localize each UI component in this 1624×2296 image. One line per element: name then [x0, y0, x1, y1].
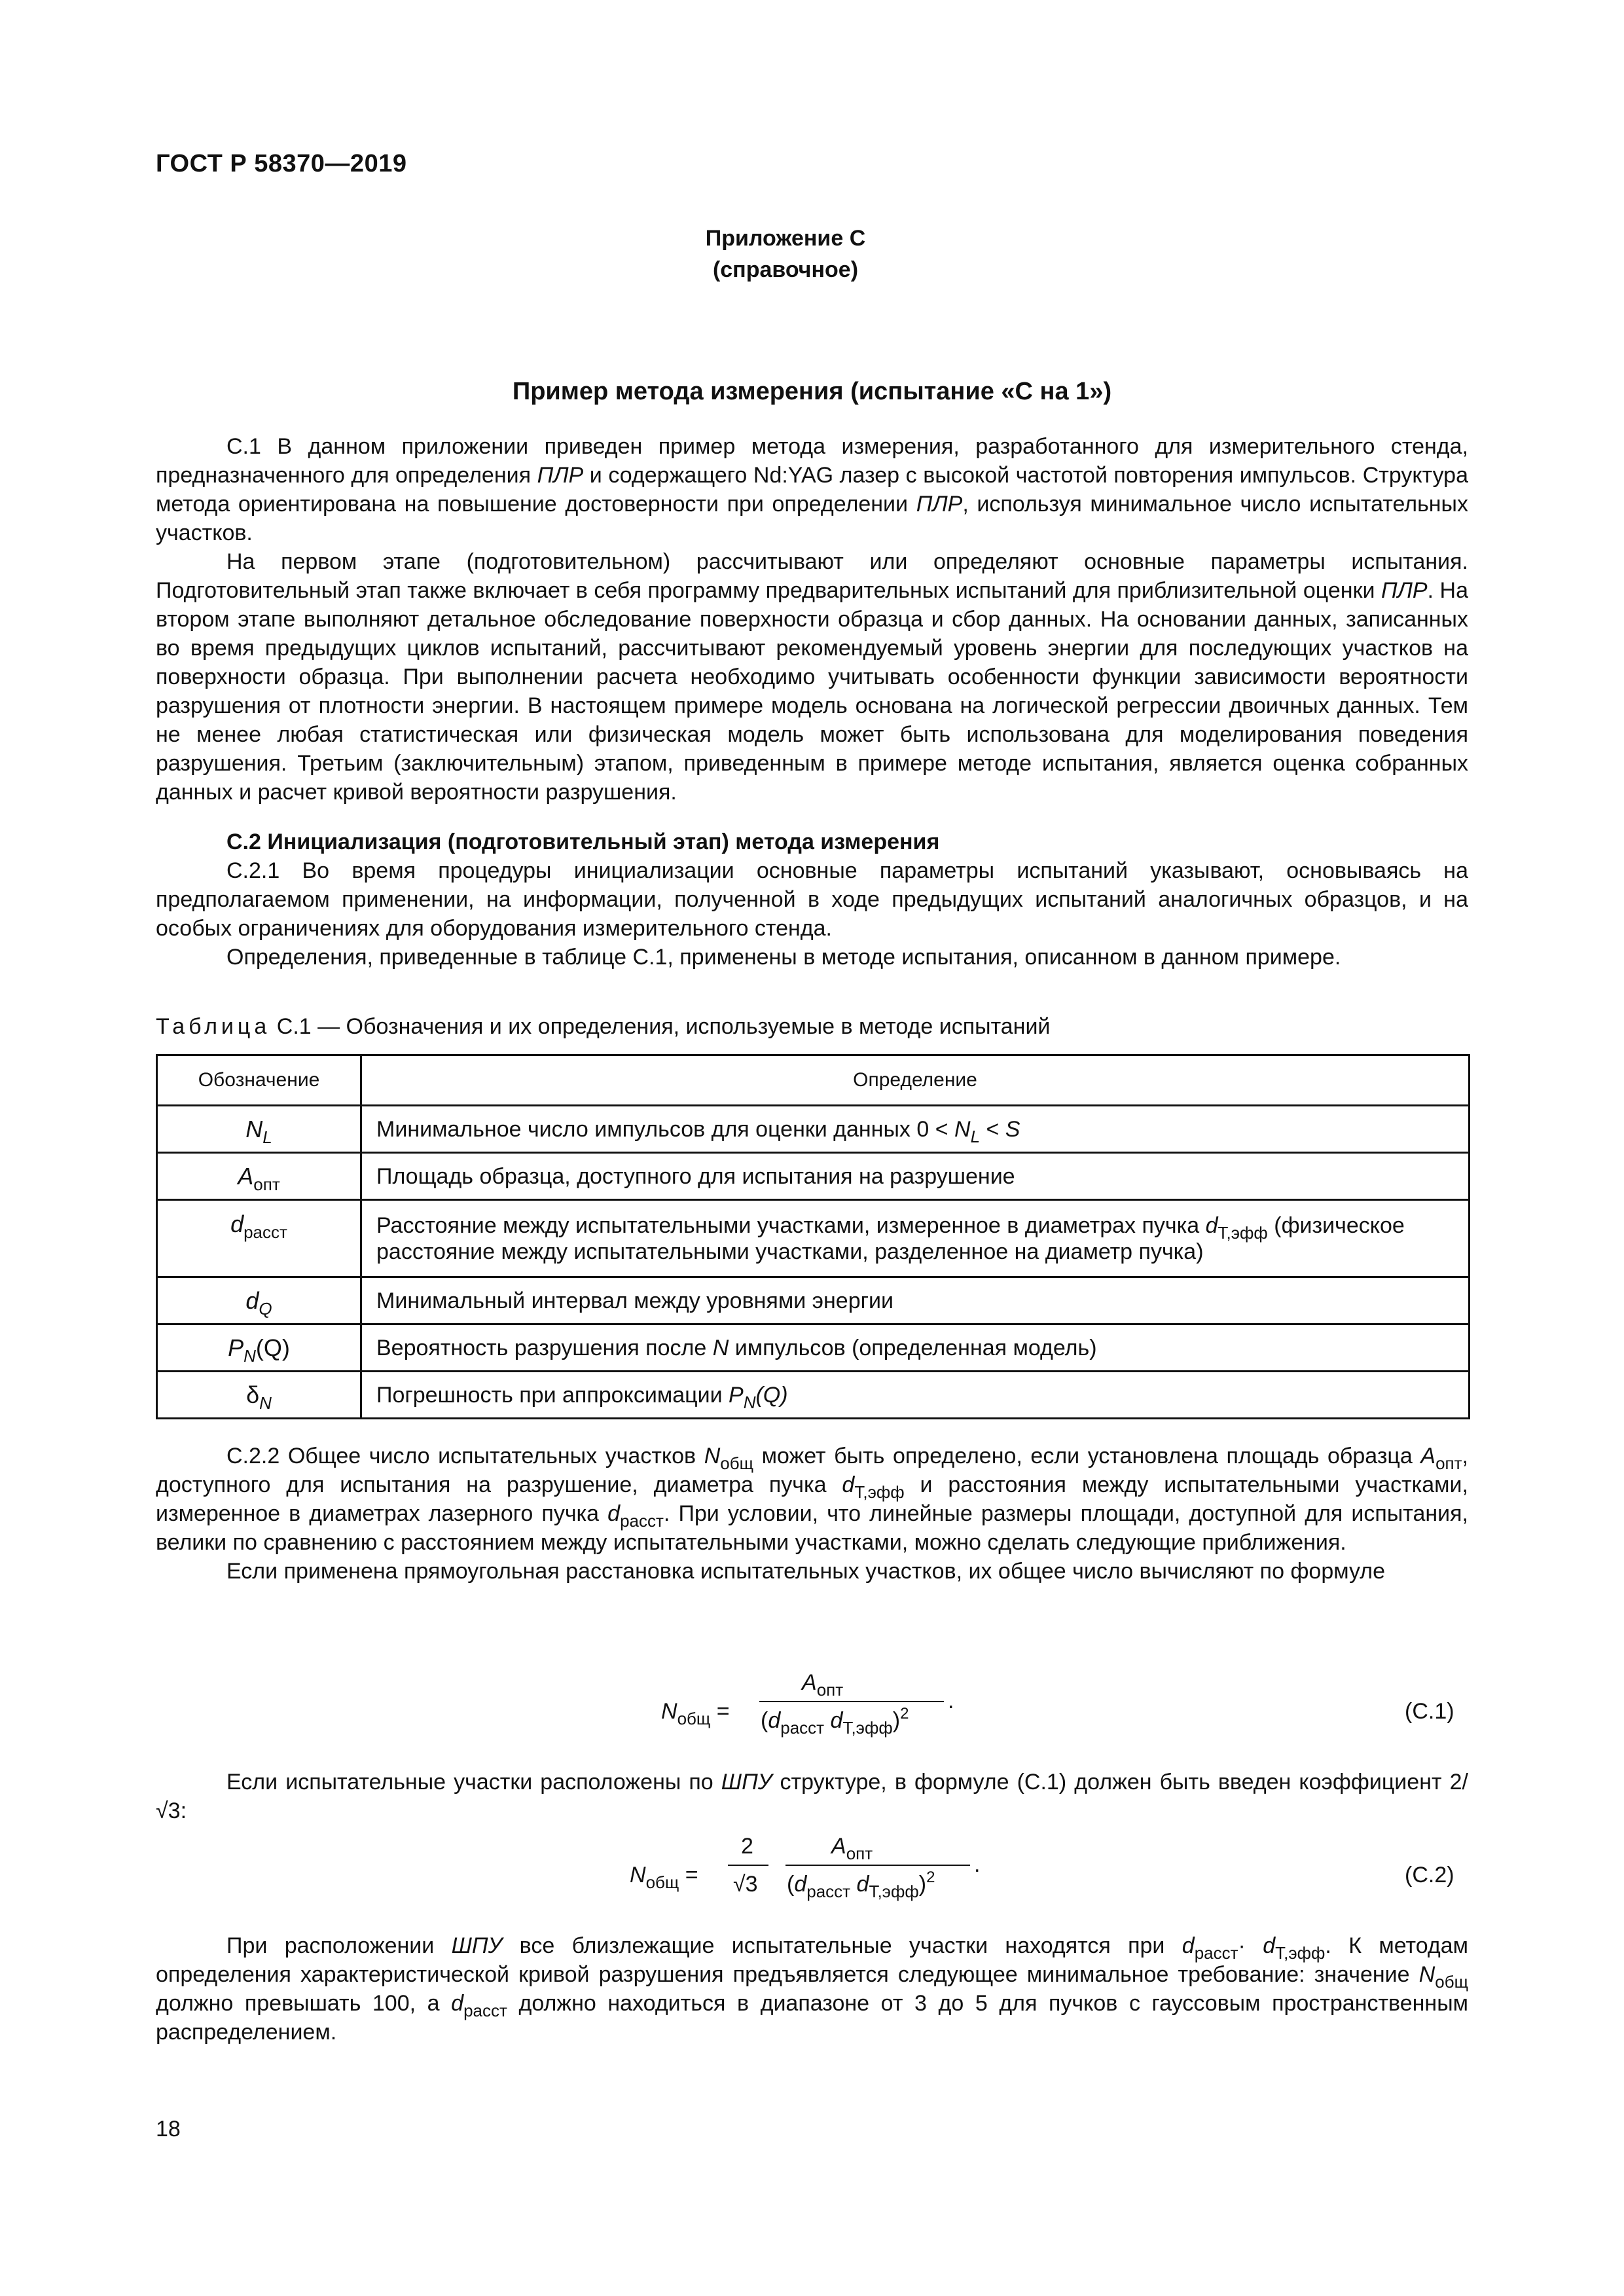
paragraph: Если испытательные участки расположены по ШПУ структуре, в формуле (С.1) должен быть введен коэффициент 2/√3: — [156, 1770, 1468, 1823]
symbol-cell: $P_N(Q)$ — [157, 1324, 361, 1372]
table-row — [157, 1106, 1470, 1153]
definition-cell: Расстояние между испытательными участками, измеренное в диаметрах пучка $d_{Т,эфф}$ (физическое расстояние между испытательными участками, разделенное на диаметр пучка) — [361, 1200, 1470, 1277]
fraction-bar — [728, 1865, 768, 1866]
definition-cell: Погрешность при аппроксимации $P_N(Q)$ — [361, 1372, 1470, 1419]
paragraph: При расположении ШПУ все близлежащие испытательные участки находятся при $d_{расст}\cdot d_{Т,эфф}$. К методам определения характеристической кривой разрушения предъявляется следующее минимальное требование: значение $N_{общ}$ должно превышать 100, а $d_{расст}$ должно находиться в диапазоне от 3 до 5 для пучков с гауссовым пространственным распределением. — [156, 1933, 1469, 2045]
table-row — [157, 1200, 1470, 1277]
section-title: Пример метода измерения (испытание «С на 1») — [512, 378, 1112, 405]
formula-numerator: $A_{опт}$ — [831, 1834, 873, 1863]
section-c22 — [156, 1442, 1468, 1586]
subsection-heading: С.2 Инициализация (подготовительный этап) метода измерения — [226, 829, 940, 854]
section-c22-final — [156, 1931, 1468, 2047]
column-header: Обозначение — [157, 1055, 361, 1106]
symbol-cell: $d_{расст}$ — [157, 1200, 361, 1277]
column-header: Определение — [361, 1055, 1470, 1106]
section-c1 — [156, 432, 1468, 807]
formula-denominator: ($d_{расст}$ $d_{Т,эфф})^2$ — [761, 1705, 909, 1738]
annex-status: (справочное) — [712, 257, 859, 282]
definition-cell: Площадь образца, доступного для испытания на разрушение — [361, 1153, 1470, 1200]
definition-cell: Минимальный интервал между уровнями энергии — [361, 1277, 1470, 1324]
formula-period: . — [974, 1852, 981, 1877]
page-number: 18 — [156, 2117, 181, 2141]
paragraph: Если применена прямоугольная расстановка испытательных участков, их общее число вычисляют по формуле — [226, 1559, 1385, 1584]
table-row — [157, 1372, 1470, 1419]
definition-cell: Минимальное число импульсов для оценки данных $0 < N_L < S$ — [361, 1106, 1470, 1153]
table-header-row — [157, 1055, 1470, 1106]
symbol-cell: $N_L$ — [157, 1106, 361, 1153]
symbol-cell: $A_{опт}$ — [157, 1153, 361, 1200]
equation-number: (С.2) — [1405, 1863, 1454, 1887]
formula-lhs: $N_{общ}$ = — [630, 1863, 698, 1892]
table-caption: Таблица С.1 — Обозначения и их определения, используемые в методе испытаний — [156, 1014, 1051, 1039]
section-c22-cont — [156, 1768, 1468, 1825]
annex-title: Приложение С — [705, 226, 866, 251]
formula-denominator: √3 — [733, 1872, 758, 1897]
table-row — [157, 1153, 1470, 1200]
document-header: ГОСТ Р 58370—2019 — [156, 150, 407, 177]
formula-lhs: $N_{общ}$ = — [661, 1699, 730, 1728]
equation-number: (С.1) — [1405, 1699, 1454, 1724]
definition-cell: Вероятность разрушения после N импульсов (определенная модель) — [361, 1324, 1470, 1372]
symbol-cell: $\delta_N$ — [157, 1372, 361, 1419]
fraction-bar — [759, 1701, 944, 1702]
formula-period: . — [948, 1688, 954, 1713]
paragraph: С.2.2 Общее число испытательных участков $N_{общ}$ может быть определено, если установлена площадь образца $A_{опт}$, доступного для испытания на разрушение, диаметра пучка $d_{Т,эфф}$ и расстояния между испытательными участками, измеренное в диаметрах лазерного пучка $d_{расст}$. При условии, что линейные размеры площади, доступной для испытания, велики по сравнению с расстоянием между испытательными участками, можно сделать следующие приближения. — [156, 1444, 1468, 1555]
formula-numerator: 2 — [741, 1834, 753, 1859]
symbol-cell: $d_Q$ — [157, 1277, 361, 1324]
formula-denominator: ($d_{расст}$ $d_{Т,эфф})^2$ — [787, 1868, 935, 1901]
table-row — [157, 1324, 1470, 1372]
paragraph: Определения, приведенные в таблице С.1, применены в методе испытания, описанном в данном примере. — [226, 945, 1341, 970]
paragraph: С.1 В данном приложении приведен пример метода измерения, разработанного для измерительного стенда, предназначенного для определения ПЛР и содержащего Nd:YAG лазер с высокой частотой повторения импульсов. Структура метода ориентирована на повышение достоверности при определении ПЛР, используя минимальное число испытательных участков. — [156, 434, 1469, 545]
paragraph: На первом этапе (подготовительном) рассчитывают или определяют основные параметры испытания. Подготовительный этап также включает в себя программу предварительных испытаний для приблизительной оценки ПЛР. На втором этапе выполняют детальное обследование поверхности образца и сбор данных. На основании данных, записанных во время предыдущих циклов испытаний, рассчитывают рекомендуемый уровень энергии для последующих участков на поверхности образца. При выполнении расчета необходимо учитывать особенности функции зависимости вероятности разрушения от плотности энергии. В настоящем примере модель основана на логической регрессии двоичных данных. Тем не менее любая статистическая или физическая модель может быть использована для моделирования поведения разрушения. Третьим (заключительным) этапом, приведенным в примере методе испытания, является оценка собранных данных и расчет кривой вероятности разрушения. — [156, 549, 1468, 805]
formula-numerator: $A_{опт}$ — [802, 1670, 844, 1700]
fraction-bar — [785, 1865, 970, 1866]
paragraph: С.2.1 Во время процедуры инициализации основные параметры испытаний указывают, основываясь на предполагаемом применении, на информации, полученной в ходе предыдущих испытаний аналогичных образцов, и на особых ограничениях для оборудования измерительного стенда. — [156, 858, 1468, 941]
definitions-table — [156, 1054, 1470, 1419]
section-c2 — [156, 828, 1468, 972]
table-row — [157, 1277, 1470, 1324]
